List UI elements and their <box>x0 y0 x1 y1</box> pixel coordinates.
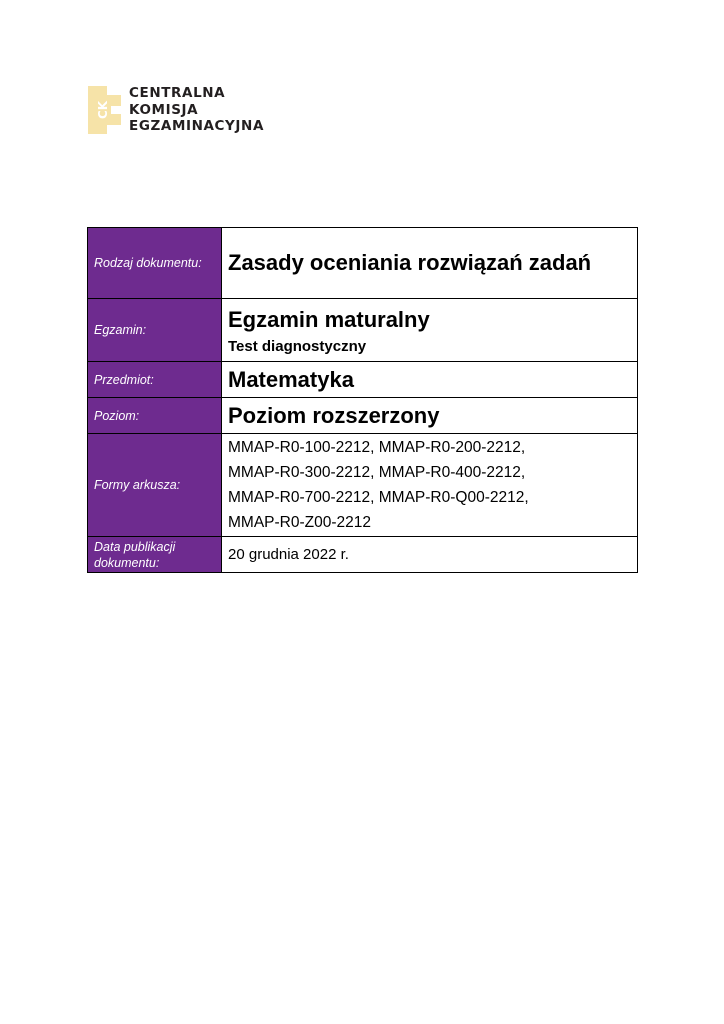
value-subject: Matematyka <box>228 366 354 392</box>
logo-line-2: KOMISJA <box>129 101 199 118</box>
value-document-type: Zasady oceniania rozwiązań zadań <box>228 250 592 275</box>
value-cell-level <box>222 398 638 434</box>
svg-text:CK: CK <box>96 100 110 120</box>
logo-line-3: EGZAMINACYJNA <box>129 118 264 134</box>
label-sheet-forms: Formy arkusza: <box>88 434 222 537</box>
value-cell-document-type <box>222 228 638 299</box>
cke-logo <box>88 86 264 135</box>
label-subject: Przedmiot: <box>88 362 222 398</box>
value-level: Poziom rozszerzony <box>228 402 440 428</box>
value-cell-sheet-forms <box>222 434 638 537</box>
row-sheet-forms <box>88 434 638 537</box>
value-cell-publication-date <box>222 537 638 573</box>
cke-logo-mark-graphic <box>88 86 121 134</box>
cke-logo-mark <box>88 86 121 134</box>
value-publication-date: 20 grudnia 2022 r. <box>228 545 349 563</box>
sheet-forms-line-2: MMAP-R0-300-2212, MMAP-R0-400-2212, <box>228 464 526 481</box>
label-level: Poziom: <box>88 398 222 434</box>
cke-logo-text <box>129 85 264 135</box>
sheet-forms-line-4: MMAP-R0-Z00-2212 <box>228 514 371 531</box>
row-exam <box>88 299 638 362</box>
label-exam: Egzamin: <box>88 299 222 362</box>
label-publication-date: Data publikacji dokumentu: <box>88 537 222 573</box>
logo-line-1: CENTRALNA <box>129 85 226 101</box>
row-subject <box>88 362 638 398</box>
value-cell-exam <box>222 299 638 362</box>
row-document-type <box>88 228 638 299</box>
sheet-forms-line-1: MMAP-R0-100-2212, MMAP-R0-200-2212, <box>228 439 526 456</box>
sheet-forms-line-3: MMAP-R0-700-2212, MMAP-R0-Q00-2212, <box>228 489 529 506</box>
value-exam-sub: Test diagnostyczny <box>228 338 367 355</box>
label-document-type: Rodzaj dokumentu: <box>88 228 222 299</box>
row-level <box>88 398 638 434</box>
value-exam: Egzamin maturalny <box>228 307 430 332</box>
row-publication-date <box>88 537 638 573</box>
value-cell-subject <box>222 362 638 398</box>
document-info-table <box>87 227 638 573</box>
